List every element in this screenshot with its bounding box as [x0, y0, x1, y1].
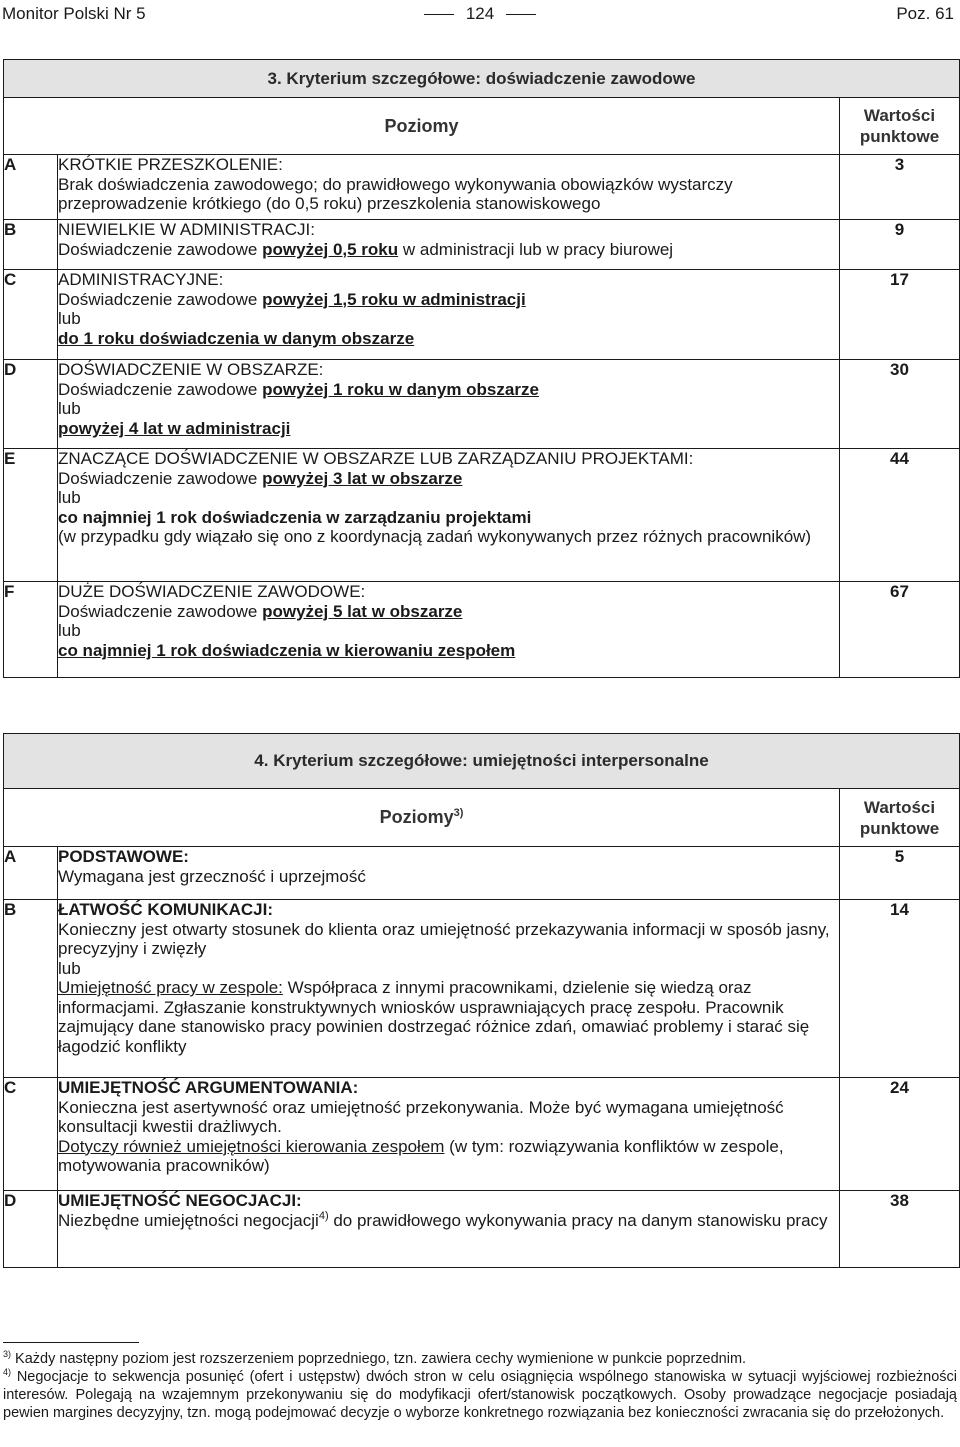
row-text-emphasis: powyżej 1 roku w danym obszarze: [262, 379, 539, 399]
footnote-text: Każdy następny poziom jest rozszerzeniem poprzedniego, tzn. zawiera cechy wymienione w punkcie poprzednim.: [15, 1351, 747, 1367]
row-description: [58, 847, 840, 900]
row-points: 24: [840, 1078, 960, 1191]
row-letter: E: [4, 449, 58, 582]
row-heading: DOŚWIADCZENIE W OBSZARZE:: [58, 360, 324, 379]
levels-header: Poziomy: [4, 98, 840, 155]
row-text-post: w administracji lub w pracy biurowej: [398, 239, 674, 259]
row-heading: KRÓTKIE PRZESZKOLENIE:: [58, 155, 283, 174]
journal-name: Monitor Polski Nr 5: [2, 4, 146, 23]
row-heading: ŁATWOŚĆ KOMUNIKACJI:: [58, 900, 273, 919]
footnote-4: [3, 1368, 957, 1422]
row-points: 44: [840, 449, 960, 582]
row-letter: B: [4, 900, 58, 1078]
row-letter: F: [4, 582, 58, 678]
row-text-pre: Doświadczenie zawodowe: [58, 239, 263, 259]
row-description: [58, 270, 840, 360]
table-row: [4, 900, 960, 1078]
row-letter: A: [4, 155, 58, 220]
row-underlined-text: Umiejętność pracy w zespole:: [58, 978, 283, 997]
row-text-emphasis-2: do 1 roku doświadczenia w danym obszarze: [58, 328, 415, 348]
table-header-row: [4, 789, 960, 847]
table-row: [4, 1078, 960, 1191]
criterion-4-table: [3, 733, 960, 1268]
row-heading: UMIEJĘTNOŚĆ ARGUMENTOWANIA:: [58, 1078, 359, 1097]
row-text-pre: Doświadczenie zawodowe: [58, 379, 263, 399]
row-letter: C: [4, 270, 58, 360]
footnote-mark: 4): [318, 1209, 329, 1222]
table-title: 4. Kryterium szczegółowe: umiejętności interpersonalne: [4, 734, 960, 789]
row-text: Konieczny jest otwarty stosunek do klienta oraz umiejętność przekazywania informacji w sposób jasny, precyzyjny i zwięzły: [58, 919, 830, 958]
row-text-2: Współpraca z innymi pracownikami, dzielenie się wiedzą oraz informacjami. Zgłaszanie konstruktywnych wniosków usprawniających pracę zespołu. Pracownik zajmujący dane stanowisko pracy powinien dostrzegać różnice zdań, omawiać problemy i starać się łagodzić konflikty: [58, 978, 810, 1056]
row-description: [58, 1078, 840, 1191]
row-points: 38: [840, 1191, 960, 1268]
row-points: 30: [840, 360, 960, 449]
row-points: 5: [840, 847, 960, 900]
row-text-pre: Doświadczenie zawodowe: [58, 468, 263, 488]
footnote-mark: 4): [3, 1367, 12, 1377]
row-or: lub: [58, 399, 81, 419]
row-text-pre: Doświadczenie zawodowe: [58, 289, 263, 309]
row-note: (w przypadku gdy wiązało się ono z koordynacją zadań wykonywanych przez różnych pracowników): [58, 527, 812, 547]
table-row: [4, 582, 960, 678]
footnote-3: [3, 1350, 957, 1368]
row-text: Konieczna jest asertywność oraz umiejętność przekonywania. Może być wymagana umiejętność konsultacji kwestii drażliwych.: [58, 1097, 784, 1136]
row-text-emphasis-2: powyżej 4 lat w administracji: [58, 418, 291, 438]
table-header-row: [4, 98, 960, 155]
page-header: [0, 0, 960, 24]
row-text-emphasis: powyżej 0,5 roku: [262, 239, 399, 259]
row-description: [58, 220, 840, 270]
row-text-emphasis: powyżej 3 lat w obszarze: [262, 468, 463, 488]
points-header-line1: Wartości: [863, 106, 936, 125]
table-title-row: [4, 60, 960, 98]
row-text: Wymagana jest grzeczność i uprzejmość: [58, 866, 366, 886]
row-heading: PODSTAWOWE:: [58, 847, 189, 866]
row-or: lub: [58, 488, 81, 508]
row-description: [58, 900, 840, 1078]
row-text-2: do prawidłowego wykonywania pracy na danym stanowisku pracy: [328, 1210, 828, 1230]
table-title: 3. Kryterium szczegółowe: doświadczenie zawodowe: [4, 60, 960, 98]
dash-right: [506, 14, 536, 15]
levels-header-footnote-mark: 3): [453, 807, 464, 819]
page-number-area: [0, 4, 960, 24]
row-text: Niezbędne umiejętności negocjacji: [58, 1210, 319, 1230]
row-heading: DUŻE DOŚWIADCZENIE ZAWODOWE:: [58, 582, 366, 601]
table-row: [4, 220, 960, 270]
table-row: [4, 360, 960, 449]
row-points: 14: [840, 900, 960, 1078]
levels-header: [4, 789, 840, 847]
row-or: lub: [58, 309, 81, 329]
row-points: 67: [840, 582, 960, 678]
page-number: 124: [465, 4, 495, 23]
position-number: Poz. 61: [896, 4, 954, 23]
row-heading: ADMINISTRACYJNE:: [58, 270, 224, 289]
row-underlined-text: Dotyczy również umiejętności kierowania zespołem: [58, 1136, 445, 1156]
row-text-bold: co najmniej 1 rok doświadczenia w zarządzaniu projektami: [58, 507, 532, 527]
row-description: [58, 582, 840, 678]
table-row: [4, 449, 960, 582]
row-description: [58, 1191, 840, 1268]
row-heading: UMIEJĘTNOŚĆ NEGOCJACJI:: [58, 1191, 302, 1210]
levels-header-text: Poziomy: [379, 807, 454, 827]
footnote-separator: [3, 1342, 139, 1343]
row-points: 9: [840, 220, 960, 270]
row-text-2: (w tym: rozwiązywania konfliktów w zespole, motywowania pracowników): [58, 1136, 784, 1175]
row-letter: D: [4, 1191, 58, 1268]
row-description: [58, 449, 840, 582]
table-row: [4, 1191, 960, 1268]
row-letter: C: [4, 1078, 58, 1191]
table-row: [4, 155, 960, 220]
table-title-row: [4, 734, 960, 789]
row-letter: B: [4, 220, 58, 270]
row-letter: A: [4, 847, 58, 900]
row-or: lub: [58, 621, 81, 641]
row-heading: NIEWIELKIE W ADMINISTRACJI:: [58, 220, 315, 239]
row-points: 17: [840, 270, 960, 360]
row-text-emphasis: powyżej 5 lat w obszarze: [262, 601, 463, 621]
points-header-line2: punktowe: [859, 127, 940, 146]
dash-left: [424, 14, 454, 15]
footnote-mark: 3): [3, 1349, 12, 1359]
criterion-3-table: [3, 59, 960, 678]
points-header: [840, 789, 960, 847]
points-header: [840, 98, 960, 155]
row-letter: D: [4, 360, 58, 449]
points-header-line2: punktowe: [859, 818, 940, 838]
row-text-emphasis: powyżej 1,5 roku w administracji: [262, 289, 526, 309]
row-text-pre: Doświadczenie zawodowe: [58, 601, 263, 621]
row-text-emphasis-2: co najmniej 1 rok doświadczenia w kierowaniu zespołem: [58, 640, 516, 660]
points-header-line1: Wartości: [863, 797, 936, 817]
footnote-text: Negocjacje to sekwencja posunięć (ofert i ustępstw) dwóch stron w celu osiągnięcia wspólnego stanowiska w sytuacji wyjściowej rozbieżności interesów. Polegają na wzajemnym przekonywaniu się do modyfikacji ofert/stanowisk początkowych. Osoby prowadzące negocjacje posiadają pewien margines decyzyjny, tzn. mogą podejmować decyzje o wyborze konkretnego rozwiązania bez konieczności zwracania się do przełożonych.: [3, 1369, 957, 1421]
row-points: 3: [840, 155, 960, 220]
row-or: lub: [58, 958, 81, 978]
table-row: [4, 270, 960, 360]
row-text: Brak doświadczenia zawodowego; do prawidłowego wykonywania obowiązków wystarczy przeprowadzenie krótkiego (do 0,5 roku) przeszkolenia stanowiskowego: [58, 174, 733, 214]
row-description: [58, 155, 840, 220]
row-heading: ZNACZĄCE DOŚWIADCZENIE W OBSZARZE LUB ZARZĄDZANIU PROJEKTAMI:: [58, 449, 694, 468]
table-row: [4, 847, 960, 900]
footnotes: [3, 1350, 957, 1422]
row-description: [58, 360, 840, 449]
